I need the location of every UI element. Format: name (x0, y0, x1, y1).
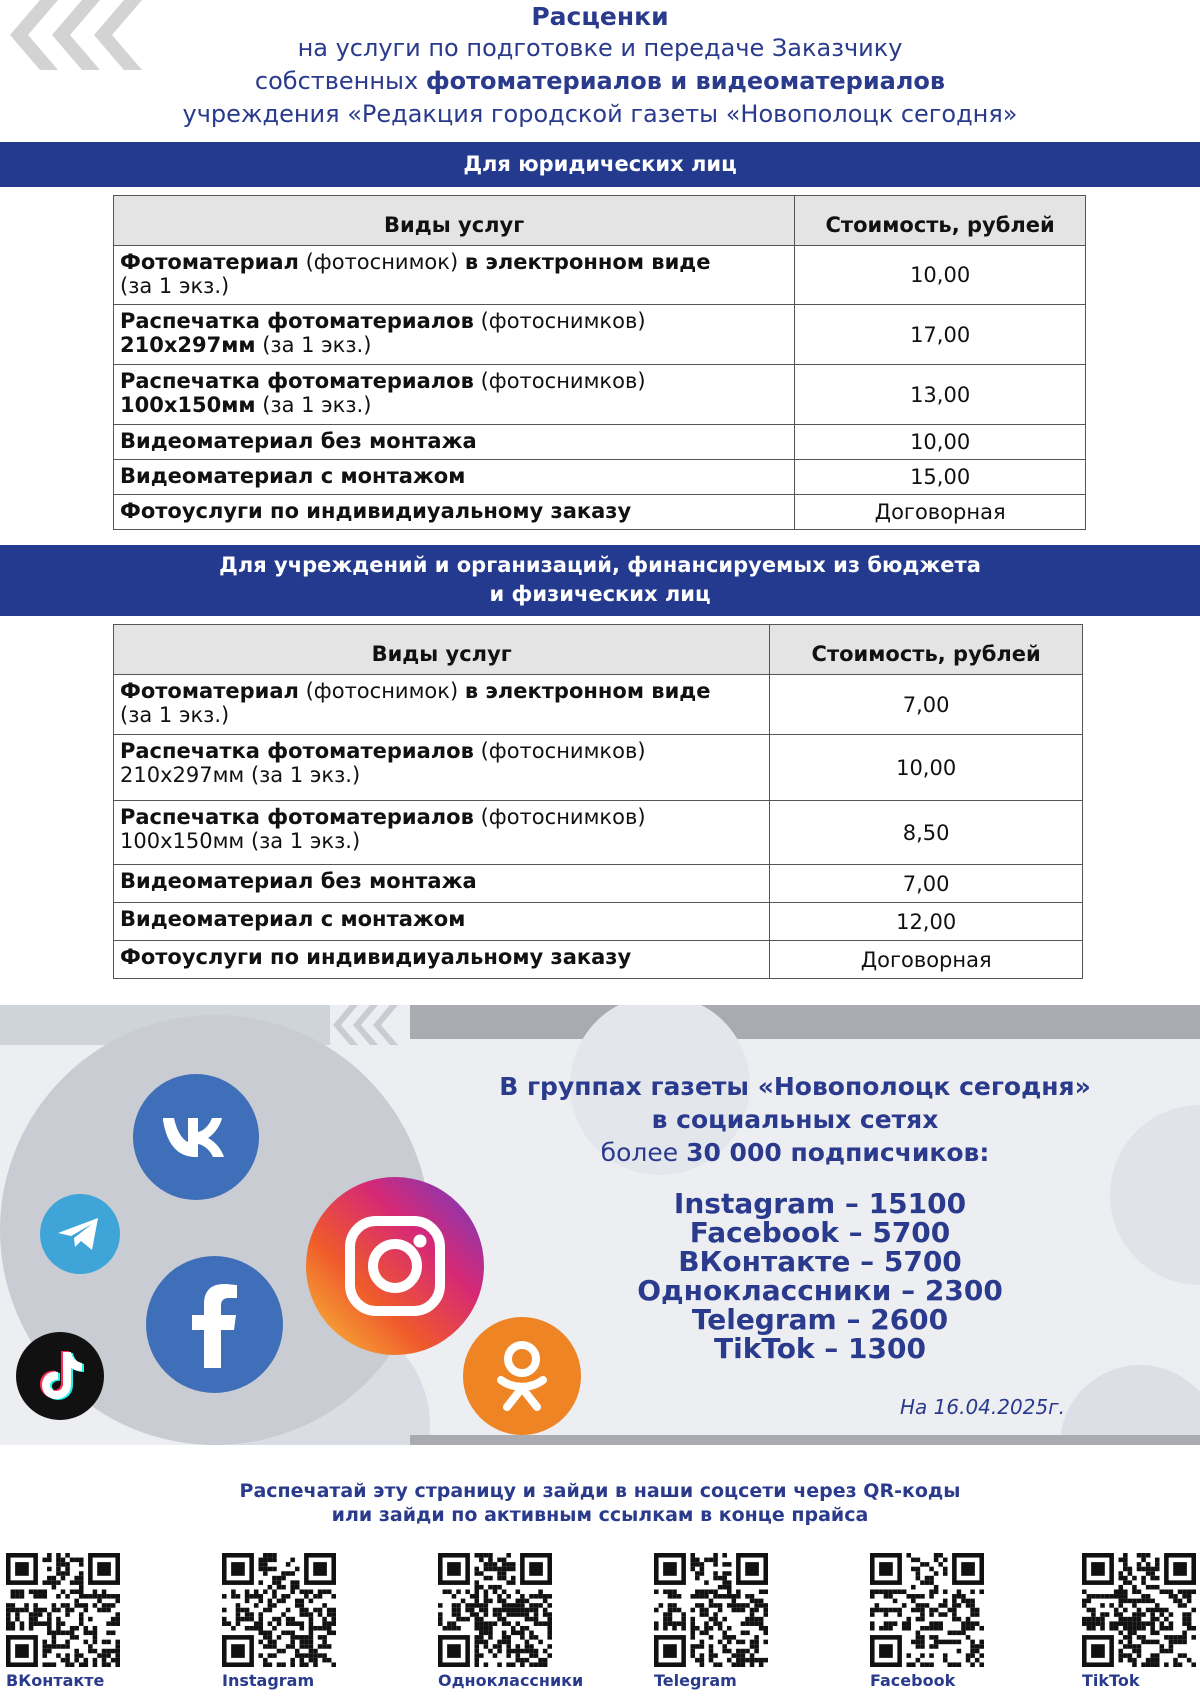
stat-line: TikTok – 1300 (714, 1332, 926, 1365)
social-heading: В группах газеты «Новополоцк сегодня» в социальных сетях более 30 000 подписчиков: (499, 1072, 1091, 1167)
stat-line: Instagram – 15100 (673, 1187, 967, 1220)
price-cell: Договорная (795, 495, 1086, 530)
odnoklassniki-icon (463, 1317, 581, 1435)
qr-code-label: Instagram (222, 1671, 315, 1690)
qr-code-icon[interactable] (1082, 1553, 1196, 1667)
service-cell: Фотоматериал (фотоснимок) в электронном виде (за 1 экз.) (114, 675, 770, 735)
table-row (114, 801, 1083, 865)
as-of-date: На 16.04.2025г. (900, 1395, 1066, 1419)
qr-code-item[interactable] (438, 1553, 584, 1690)
table-row (114, 495, 1086, 530)
service-cell: Видеоматериал без монтажа (114, 865, 770, 903)
table-header-row (114, 625, 1083, 675)
qr-code-item[interactable] (870, 1553, 1010, 1690)
service-cell: Видеоматериал без монтажа (114, 425, 795, 460)
qr-code-item[interactable] (654, 1553, 794, 1690)
price-cell: 10,00 (795, 425, 1086, 460)
qr-code-label: TikTok (1082, 1671, 1140, 1690)
table-row (114, 460, 1086, 495)
service-cell: Фотоуслуги по индивидиуальному заказу (114, 495, 795, 530)
facebook-icon (146, 1256, 283, 1393)
column-header-price: Стоимость, рублей (795, 196, 1086, 246)
service-cell: Фотоматериал (фотоснимок) в электронном виде (за 1 экз.) (114, 246, 795, 305)
price-cell: 8,50 (770, 801, 1083, 865)
service-cell: Распечатка фотоматериалов (фотоснимков) 210х297мм (за 1 экз.) (114, 305, 795, 365)
table-row (114, 903, 1083, 941)
subscriber-stats (580, 1189, 1060, 1363)
qr-code-icon[interactable] (654, 1553, 768, 1667)
price-cell: 13,00 (795, 365, 1086, 425)
price-table-legal (113, 195, 1086, 530)
table-row (114, 246, 1086, 305)
subtitle-line-materials: собственных фотоматериалов и видеоматериалов (254, 67, 946, 95)
price-table-budget (113, 624, 1083, 979)
qr-code-label: Telegram (654, 1671, 737, 1690)
service-cell: Распечатка фотоматериалов (фотоснимков) 100х150мм (за 1 экз.) (114, 365, 795, 425)
table-row (114, 865, 1083, 903)
price-cell: 17,00 (795, 305, 1086, 365)
service-cell: Распечатка фотоматериалов (фотоснимков) 210х297мм (за 1 экз.) (114, 735, 770, 801)
table-header-row (114, 196, 1086, 246)
qr-code-item[interactable] (222, 1553, 362, 1690)
qr-code-item[interactable] (1082, 1553, 1200, 1690)
qr-code-item[interactable] (6, 1553, 146, 1690)
price-cell: 15,00 (795, 460, 1086, 495)
table-row (114, 675, 1083, 735)
table-row (114, 365, 1086, 425)
subtitle-line-org: учреждения «Редакция городской газеты «Новополоцк сегодня» (182, 100, 1018, 128)
page-header (0, 2, 1200, 131)
table-row (114, 735, 1083, 801)
service-cell: Распечатка фотоматериалов (фотоснимков) 100х150мм (за 1 экз.) (114, 801, 770, 865)
subtitle-line: на услуги по подготовке и передаче Заказчику (297, 34, 903, 62)
service-cell: Фотоуслуги по индивидиуальному заказу (114, 941, 770, 979)
column-header-price: Стоимость, рублей (770, 625, 1083, 675)
stat-line: Одноклассники – 2300 (637, 1274, 1003, 1307)
qr-code-icon[interactable] (870, 1553, 984, 1667)
instagram-icon (306, 1177, 484, 1355)
qr-code-label: ВКонтакте (6, 1671, 105, 1690)
call-to-action: Распечатай эту страницу и зайди в наши соцсети через QR-коды или зайди по активным ссылкам в конце прайса (239, 1480, 961, 1526)
table-row (114, 425, 1086, 460)
price-cell: 7,00 (770, 865, 1083, 903)
section-band-legal: Для юридических лиц (0, 142, 1200, 187)
price-cell: 12,00 (770, 903, 1083, 941)
stat-line: Facebook – 5700 (689, 1216, 951, 1249)
qr-code-label: Facebook (870, 1671, 956, 1690)
price-cell: 7,00 (770, 675, 1083, 735)
price-cell: 10,00 (770, 735, 1083, 801)
page-title: Расценки (531, 2, 669, 31)
stat-line: Telegram – 2600 (691, 1303, 949, 1336)
section-band-budget: Для учреждений и организаций, финансируемых из бюджета и физических лиц (0, 545, 1200, 616)
vk-icon (133, 1074, 259, 1200)
qr-code-icon[interactable] (6, 1553, 120, 1667)
price-cell: Договорная (770, 941, 1083, 979)
column-header-service: Виды услуг (114, 625, 770, 675)
table-row (114, 941, 1083, 979)
qr-code-icon[interactable] (438, 1553, 552, 1667)
tiktok-icon (16, 1332, 104, 1420)
stat-line: ВКонтакте – 5700 (678, 1245, 962, 1278)
qr-code-icon[interactable] (222, 1553, 336, 1667)
telegram-icon (40, 1194, 120, 1274)
service-cell: Видеоматериал с монтажом (114, 903, 770, 941)
price-cell: 10,00 (795, 246, 1086, 305)
qr-code-label: Одноклассники (438, 1671, 584, 1690)
table-row (114, 305, 1086, 365)
service-cell: Видеоматериал с монтажом (114, 460, 795, 495)
column-header-service: Виды услуг (114, 196, 795, 246)
